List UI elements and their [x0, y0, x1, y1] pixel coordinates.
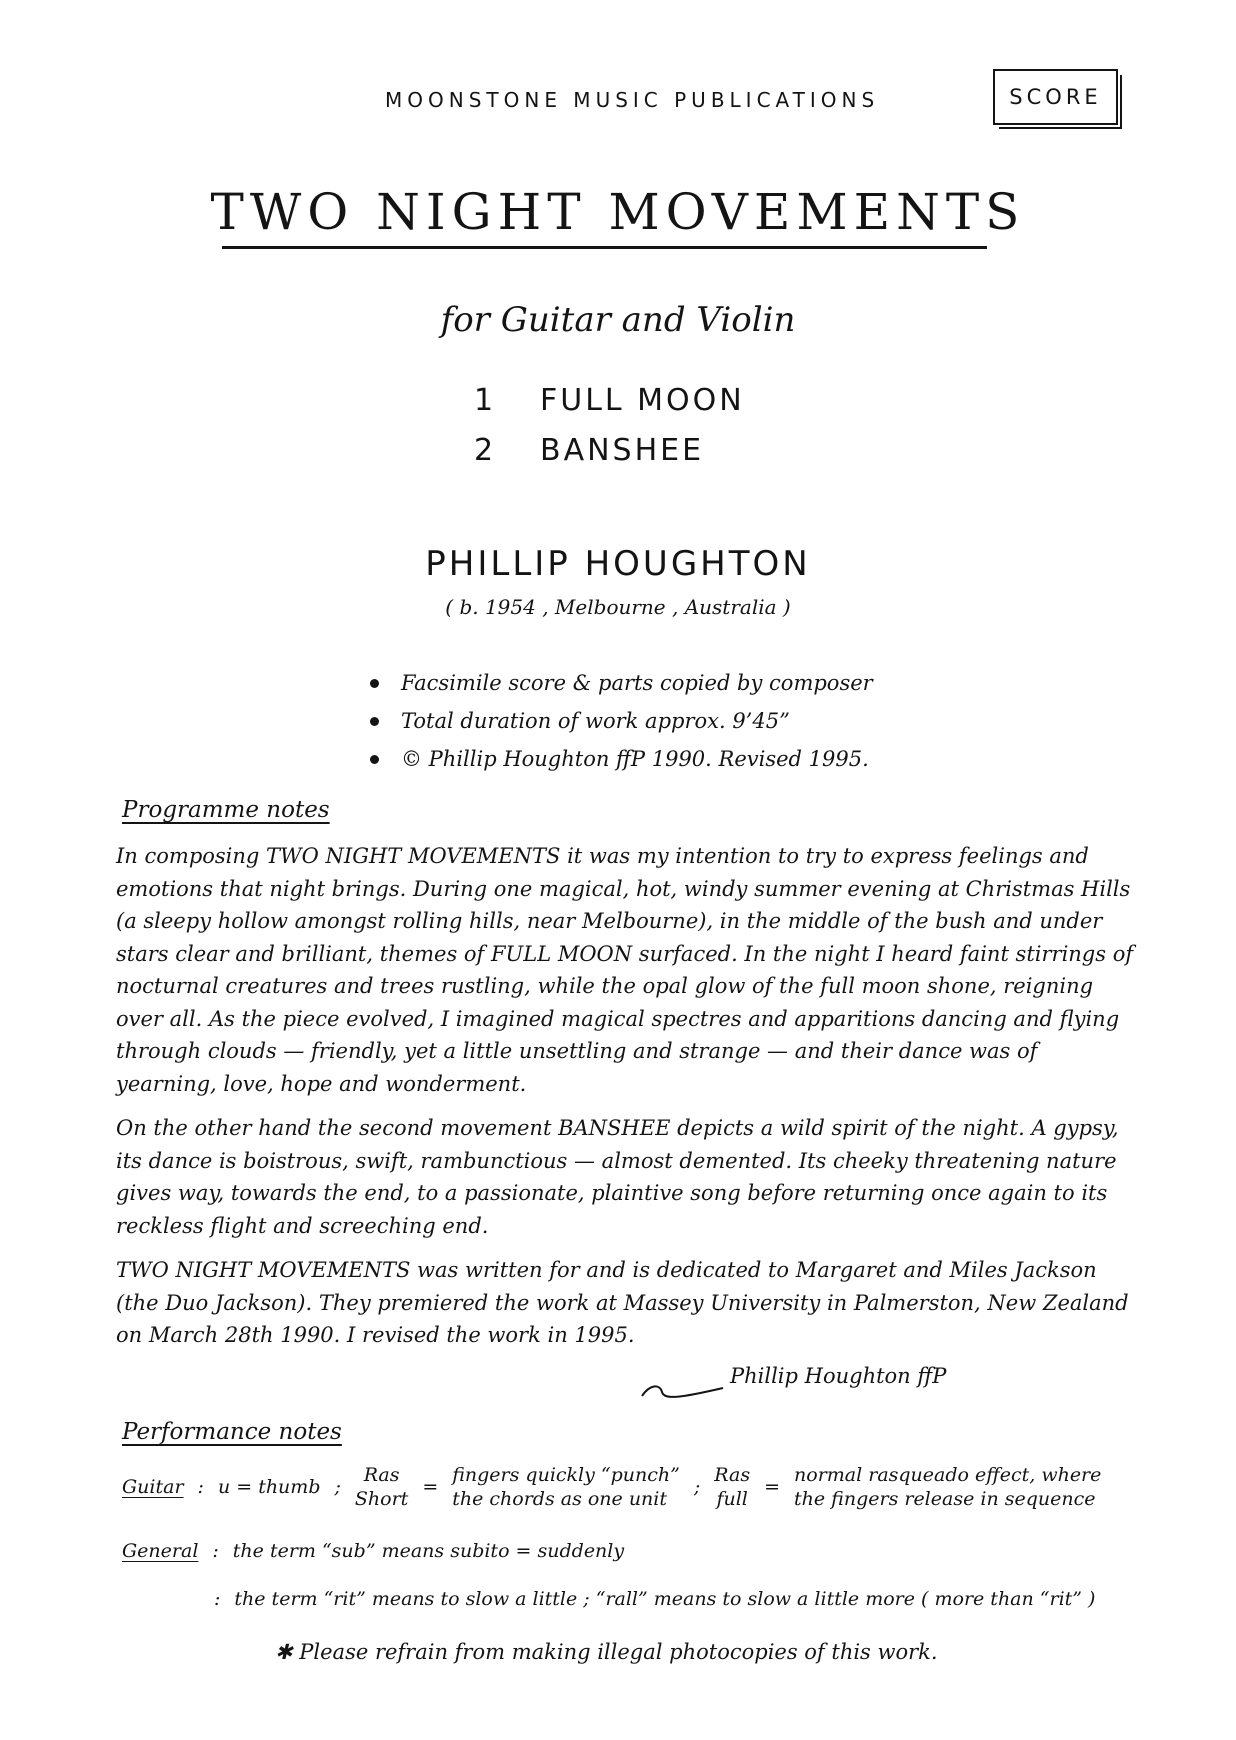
bullet-icon — [370, 717, 379, 726]
copyright-warning: ✱ Please refrain from making illegal photocopies of this work. — [275, 1640, 938, 1664]
score-badge-label: SCORE — [1009, 85, 1102, 109]
info-list — [370, 664, 873, 778]
ras-full-desc-line: the fingers release in sequence — [794, 1488, 1096, 1510]
ras-full-label — [714, 1463, 750, 1511]
info-item — [370, 702, 873, 740]
title-underline — [222, 246, 987, 249]
guitar-label: Guitar — [122, 1476, 184, 1498]
movement-list — [474, 383, 745, 483]
ras-full-description — [794, 1463, 1101, 1511]
general-notes-continued: : the term “rit” means to slow a little ; “rall” means to slow a little more ( more than “rit” ) — [214, 1588, 1096, 1610]
info-item — [370, 740, 873, 778]
guitar-notes: Guitar : u = thumb ; Ras Short = fingers quickly “punch” the chords as one unit ; Ras full = normal rasqueado effect, where the fingers release in sequence — [122, 1464, 1102, 1510]
general-note-line: the term “sub” means subito = suddenly — [232, 1540, 625, 1562]
movement-name: FULL MOON — [540, 383, 745, 418]
general-note-line: the term “rit” means to slow a little ; “rall” means to slow a little more ( more than “rit” ) — [234, 1588, 1096, 1610]
ras-short-label — [355, 1463, 408, 1511]
ras-short-desc-line: fingers quickly “punch” — [452, 1464, 680, 1486]
ras-short-description — [452, 1463, 680, 1511]
movement-item — [474, 383, 745, 433]
ras-short-label-line: Short — [354, 1488, 409, 1510]
general-notes: General : the term “sub” means subito = suddenly — [122, 1540, 625, 1562]
bullet-icon — [370, 679, 379, 688]
programme-paragraph: In composing TWO NIGHT MOVEMENTS it was my intention to try to express feelings and emotions that night brings. During one magical, hot, windy summer evening at Christmas Hills (a sleepy hollow amongst rolling hills, near Melbourne), in the middle of the bush and under stars clear and brilliant, themes of FULL MOON surfaced. In the night I heard faint stirrings of nocturnal creatures and trees rustling, while the opal glow of the full moon shone, reigning over all. As the piece evolved, I imagined magical spectres and apparitions dancing and flying through clouds — friendly, yet a little unsettling and strange — and their dance was of yearning, love, hope and wonderment. — [116, 844, 1134, 1096]
page-title: TWO NIGHT MOVEMENTS — [210, 183, 1026, 241]
info-text: Facsimile score & parts copied by composer — [401, 671, 873, 695]
info-item — [370, 664, 873, 702]
programme-notes-body — [116, 840, 1136, 1364]
ras-full-label-line: full — [716, 1488, 748, 1510]
info-text: Total duration of work approx. 9’45” — [401, 709, 790, 733]
info-text: © Phillip Houghton ffP 1990. Revised 1995. — [401, 747, 869, 771]
ras-short-desc-line: the chords as one unit — [452, 1488, 668, 1510]
ras-short-label-line: Ras — [363, 1464, 400, 1486]
signature-swash-icon — [640, 1380, 725, 1402]
composer-signature: Phillip Houghton ffP — [730, 1364, 947, 1388]
thumb-note: u = thumb — [217, 1476, 321, 1498]
ras-full-desc-line: normal rasqueado effect, where — [794, 1464, 1102, 1486]
programme-paragraph: On the other hand the second movement BANSHEE depicts a wild spirit of the night. A gypsy, its dance is boistrous, swift, rambunctious — almost demented. Its cheeky threatening nature gives way, towards the end, to a passionate, plaintive song before returning once again to its reckless flight and screeching end. — [116, 1116, 1119, 1238]
composer-name: PHILLIP HOUGHTON — [425, 544, 811, 584]
subtitle: for Guitar and Violin — [440, 300, 796, 340]
movement-number: 1 — [474, 383, 497, 418]
composer-birth: ( b. 1954 , Melbourne , Australia ) — [445, 595, 791, 619]
performance-notes-heading: Performance notes — [122, 1419, 342, 1445]
ras-full-label-line: Ras — [714, 1464, 751, 1486]
movement-item — [474, 433, 745, 483]
movement-name: BANSHEE — [540, 433, 705, 468]
score-badge — [993, 69, 1118, 125]
programme-notes-heading: Programme notes — [122, 797, 330, 823]
movement-number: 2 — [474, 433, 497, 468]
general-label: General — [122, 1540, 199, 1562]
programme-paragraph: TWO NIGHT MOVEMENTS was written for and is dedicated to Margaret and Miles Jackson (the Duo Jackson). They premiered the work at Massey University in Palmerston, New Zealand on March 28th 1990. I revised the work in 1995. — [116, 1258, 1129, 1347]
publisher-name: MOONSTONE MUSIC PUBLICATIONS — [385, 88, 880, 112]
bullet-icon — [370, 755, 379, 764]
